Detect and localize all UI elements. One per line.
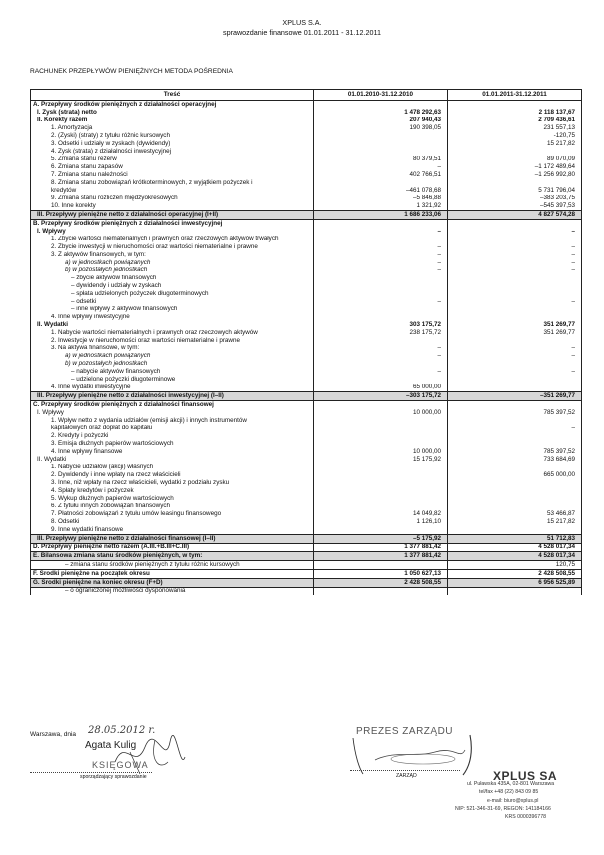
table-row	[31, 298, 582, 306]
table-row	[31, 163, 582, 171]
row-label: – zmiana stanu środków pieniężnych z tytułu różnic kursowych	[31, 561, 314, 570]
table-row	[31, 251, 582, 259]
row-label: – o ograniczonej możliwości dysponowania	[31, 587, 314, 595]
row-label: 3. Odsetki i udziały w zyskach (dywidendy)	[31, 140, 314, 148]
value-2011: 2 428 508,55	[448, 570, 582, 579]
table-row	[31, 534, 582, 543]
value-2010	[314, 101, 448, 109]
table-row	[31, 282, 582, 290]
stamp-brand: XPLUS SA	[493, 769, 558, 783]
row-label: 8. Odsetki	[31, 518, 314, 526]
value-2010: –5 175,92	[314, 534, 448, 543]
value-2010: 190 398,05	[314, 124, 448, 132]
value-2010: 207 940,43	[314, 117, 448, 125]
table-row	[31, 132, 582, 140]
table-row	[31, 275, 582, 283]
value-2011: 351 269,77	[448, 321, 582, 329]
table-row	[31, 259, 582, 267]
value-2011: 89 070,09	[448, 156, 582, 164]
value-2010	[314, 587, 448, 595]
table-row	[31, 179, 582, 187]
section-title: RACHUNEK PRZEPŁYWÓW PIENIĘŻNYCH METODA POŚREDNIA	[30, 68, 233, 75]
table-row	[31, 587, 582, 595]
value-2010: –	[314, 259, 448, 267]
value-2011: 51 712,83	[448, 534, 582, 543]
report-period: sprawozdanie finansowe 01.01.2011 - 31.12.2011	[223, 28, 381, 37]
row-label: – inne wpływy z aktywów finansowych	[31, 306, 314, 314]
value-2011	[448, 290, 582, 298]
row-label: a) w jednostkach powiązanych	[31, 259, 314, 267]
row-label: 2. Kredyty i pożyczki	[31, 432, 314, 440]
table-row	[31, 101, 582, 109]
table-row	[31, 495, 582, 503]
value-2010	[314, 503, 448, 511]
value-2011: 4 528 017,34	[448, 552, 582, 561]
table-row	[31, 211, 582, 220]
accountant-signature	[110, 732, 190, 777]
table-row	[31, 314, 582, 322]
value-2010	[314, 306, 448, 314]
value-2010	[314, 290, 448, 298]
row-label: D. Przepływy pieniężne netto razem (A.III.+B.III+C.III)	[31, 543, 314, 552]
table-row	[31, 526, 582, 534]
row-label: III. Przepływy pieniężne netto z działalności operacyjnej (I+II)	[31, 211, 314, 220]
value-2010: 80 379,51	[314, 156, 448, 164]
table-row	[31, 195, 582, 203]
row-label: – nabycie aktywów finansowych	[31, 368, 314, 376]
value-2010	[314, 464, 448, 472]
row-label: 3. Z aktywów finansowych, w tym:	[31, 251, 314, 259]
value-2010	[314, 561, 448, 570]
value-2010: 1 377 881,42	[314, 552, 448, 561]
row-label: 2. Zbycie inwestycji w nieruchomości oraz wartości niematerialne i prawne	[31, 243, 314, 251]
value-2010: 1 377 881,42	[314, 543, 448, 552]
row-label: I. Wpływy	[31, 228, 314, 236]
value-2010: 303 175,72	[314, 321, 448, 329]
value-2010	[314, 314, 448, 322]
value-2010	[314, 282, 448, 290]
value-2011	[448, 219, 582, 227]
value-2011: –	[448, 353, 582, 361]
table-row	[31, 337, 582, 345]
value-2011: 351 269,77	[448, 329, 582, 337]
value-2010	[314, 360, 448, 368]
table-row	[31, 202, 582, 210]
value-2010	[314, 236, 448, 244]
accountant-name: Agata Kulig	[85, 740, 137, 751]
row-label: 5. Zmiana stanu rezerw	[31, 156, 314, 164]
row-label: 2. (Zyski) (straty) z tytułu różnic kursowych	[31, 132, 314, 140]
value-2011: 733 684,69	[448, 456, 582, 464]
table-row	[31, 448, 582, 456]
table-row	[31, 401, 582, 409]
row-label: 4. Inne wpływy finansowe	[31, 448, 314, 456]
value-2010	[314, 417, 448, 425]
row-label: 8. Zmiana stanu zobowiązań krótkoterminowych, z wyjątkiem pożyczek i	[31, 179, 314, 187]
value-2010: –	[314, 345, 448, 353]
row-label: 10. Inne korekty	[31, 202, 314, 210]
table-row	[31, 360, 582, 368]
value-2011	[448, 495, 582, 503]
value-2010	[314, 132, 448, 140]
table-row	[31, 117, 582, 125]
value-2011	[448, 526, 582, 534]
row-label: 1. Amortyzacja	[31, 124, 314, 132]
value-2010	[314, 471, 448, 479]
value-2011	[448, 282, 582, 290]
value-2011: 15 217,82	[448, 140, 582, 148]
value-2011: –	[448, 368, 582, 376]
table-row	[31, 156, 582, 164]
row-label: 7. Zmiana stanu należności	[31, 171, 314, 179]
table-row	[31, 228, 582, 236]
value-2010: 402 766,51	[314, 171, 448, 179]
row-label: B. Przepływy środków pieniężnych z działalności inwestycyjnej	[31, 219, 314, 227]
accountant-line	[30, 772, 152, 773]
row-label: 4. Zysk (strata) z działalności inwestycyjnej	[31, 148, 314, 156]
value-2010	[314, 140, 448, 148]
table-row	[31, 171, 582, 179]
table-row	[31, 425, 582, 433]
row-label: I. Zysk (strata) netto	[31, 109, 314, 117]
row-label: kredytów	[31, 187, 314, 195]
row-label: 1. Nabycie wartości niematerialnych i prawnych oraz rzeczowych aktywów	[31, 329, 314, 337]
value-2011: 120,75	[448, 561, 582, 570]
table-row	[31, 518, 582, 526]
value-2011: –1 256 992,80	[448, 171, 582, 179]
value-2011: 2 709 436,61	[448, 117, 582, 125]
table-row	[31, 570, 582, 579]
value-2011: 4 827 574,28	[448, 211, 582, 220]
column-header-2010: 01.01.2010-31.12.2010	[314, 90, 448, 101]
row-label: III. Przepływy pieniężne netto z działalności inwestycyjnej (I–II)	[31, 392, 314, 401]
value-2011	[448, 384, 582, 392]
company-name: XPLUS S.A.	[282, 18, 322, 27]
value-2010: 15 175,92	[314, 456, 448, 464]
value-2011: -120,75	[448, 132, 582, 140]
value-2011: –383 203,75	[448, 195, 582, 203]
column-header-2011: 01.01.2011-31.12.2011	[448, 90, 582, 101]
value-2010: –	[314, 228, 448, 236]
value-2011: –1 172 489,64	[448, 163, 582, 171]
table-row	[31, 487, 582, 495]
row-label: 3. Na aktywa finansowe, w tym:	[31, 345, 314, 353]
table-row	[31, 510, 582, 518]
handwritten-date: 28.05.2012 r.	[88, 725, 156, 736]
value-2010: –461 078,68	[314, 187, 448, 195]
value-2010	[314, 179, 448, 187]
value-2010	[314, 432, 448, 440]
row-label: III. Przepływy pieniężne netto z działalności finansowej (I–II)	[31, 534, 314, 543]
value-2011	[448, 101, 582, 109]
row-label: 7. Płatności zobowiązań z tytułu umów leasingu finansowego	[31, 510, 314, 518]
board-role: ZARZĄD	[396, 773, 417, 779]
table-row	[31, 376, 582, 384]
value-2011: –	[448, 267, 582, 275]
table-row	[31, 148, 582, 156]
row-label: 9. Zmiana stanu rozliczeń międzyokresowych	[31, 195, 314, 203]
value-2010: 1 478 292,63	[314, 109, 448, 117]
table-row	[31, 503, 582, 511]
value-2011	[448, 306, 582, 314]
value-2011: 785 397,52	[448, 448, 582, 456]
value-2011: –351 269,77	[448, 392, 582, 401]
value-2011	[448, 337, 582, 345]
table-row	[31, 417, 582, 425]
value-2011: –	[448, 243, 582, 251]
table-row	[31, 368, 582, 376]
value-2010: –5 846,88	[314, 195, 448, 203]
stamp-address: ul. Puławska 435A, 02-801 Warszawa	[467, 781, 555, 788]
value-2010: 2 428 508,55	[314, 578, 448, 587]
value-2010: –303 175,72	[314, 392, 448, 401]
value-2010	[314, 219, 448, 227]
board-line	[350, 770, 460, 771]
accountant-role: sporządzający sprawozdanie	[80, 774, 147, 780]
value-2010	[314, 479, 448, 487]
row-label: A. Przepływy środków pieniężnych z działalności operacyjnej	[31, 101, 314, 109]
table-row	[31, 140, 582, 148]
row-label: – zbycie aktywów finansowych	[31, 275, 314, 283]
value-2011: –545 397,53	[448, 202, 582, 210]
accountant-stamp: KSIĘGOWA	[92, 760, 149, 770]
value-2011	[448, 487, 582, 495]
value-2011	[448, 179, 582, 187]
value-2010: 14 049,82	[314, 510, 448, 518]
row-label: II. Wydatki	[31, 321, 314, 329]
stamp-krs: KRS 0000396778	[505, 814, 546, 821]
value-2010: –	[314, 298, 448, 306]
value-2011: 6 956 525,89	[448, 578, 582, 587]
row-label: 6. Zmiana stanu zapasów	[31, 163, 314, 171]
table-header-row	[31, 90, 582, 101]
value-2010: 1 126,10	[314, 518, 448, 526]
row-label: – dywidendy i udziały w zyskach	[31, 282, 314, 290]
value-2011: 4 528 017,34	[448, 543, 582, 552]
value-2010: –	[314, 251, 448, 259]
value-2011: 5 731 796,04	[448, 187, 582, 195]
row-label: 5. Wykup dłużnych papierów wartościowych	[31, 495, 314, 503]
value-2011	[448, 376, 582, 384]
row-label: G. Środki pieniężne na koniec okresu (F+D)	[31, 578, 314, 587]
value-2011	[448, 314, 582, 322]
table-row	[31, 471, 582, 479]
row-label: 4. Inne wydatki inwestycyjne	[31, 384, 314, 392]
table-row	[31, 219, 582, 227]
value-2011: 231 557,13	[448, 124, 582, 132]
value-2011	[448, 432, 582, 440]
table-row	[31, 561, 582, 570]
row-label: – spłata udzielonych pożyczek długoterminowych	[31, 290, 314, 298]
value-2011: 2 118 137,67	[448, 109, 582, 117]
row-label: 2. Dywidendy i inne wpłaty na rzecz właścicieli	[31, 471, 314, 479]
value-2010: –	[314, 353, 448, 361]
row-label: E. Bilansowa zmiana stanu środków pieniężnych, w tym:	[31, 552, 314, 561]
value-2010	[314, 487, 448, 495]
table-row	[31, 345, 582, 353]
value-2010: 10 000,00	[314, 448, 448, 456]
table-row	[31, 456, 582, 464]
row-label: 6. Z tytułu innych zobowiązań finansowych	[31, 503, 314, 511]
value-2010	[314, 440, 448, 448]
row-label: C. Przepływy środków pieniężnych z działalności finansowej	[31, 401, 314, 409]
value-2011: –	[448, 259, 582, 267]
board-stamp: PREZES ZARZĄDU	[356, 726, 454, 737]
value-2010: 1 321,92	[314, 202, 448, 210]
value-2011: –	[448, 251, 582, 259]
row-label: – udzielone pożyczki długoterminowe	[31, 376, 314, 384]
value-2011	[448, 587, 582, 595]
value-2010: 1 686 233,06	[314, 211, 448, 220]
value-2010: –	[314, 267, 448, 275]
table-row	[31, 353, 582, 361]
row-label: 1. Zbycie wartości niematerialnych i prawnych oraz rzeczowych aktywów trwałych	[31, 236, 314, 244]
table-row	[31, 243, 582, 251]
row-label: F. Środki pieniężne na początek okresu	[31, 570, 314, 579]
value-2010	[314, 401, 448, 409]
value-2010	[314, 526, 448, 534]
row-label: 1. Nabycie udziałów (akcji) własnych	[31, 464, 314, 472]
column-header-description: Treść	[31, 90, 314, 101]
value-2011	[448, 464, 582, 472]
value-2011	[448, 417, 582, 425]
row-label: 1. Wpływ netto z wydania udziałów (emisji akcji) i innych instrumentów	[31, 417, 314, 425]
table-row	[31, 552, 582, 561]
company-stamp	[445, 769, 595, 821]
value-2011	[448, 503, 582, 511]
row-label: 2. Inwestycje w nieruchomości oraz wartości niematerialne i prawne	[31, 337, 314, 345]
table-row	[31, 384, 582, 392]
table-row	[31, 124, 582, 132]
row-label: 4. Spłaty kredytów i pożyczek	[31, 487, 314, 495]
value-2010: 1 050 627,13	[314, 570, 448, 579]
value-2010: –	[314, 368, 448, 376]
row-label: b) w pozostałych jednostkach	[31, 267, 314, 275]
value-2011: –	[448, 345, 582, 353]
value-2011	[448, 479, 582, 487]
table-row	[31, 329, 582, 337]
table-row	[31, 306, 582, 314]
table-row	[31, 578, 582, 587]
table-row	[31, 290, 582, 298]
value-2011	[448, 440, 582, 448]
row-label: 4. Inne wpływy inwestycyjne	[31, 314, 314, 322]
value-2011: –	[448, 298, 582, 306]
row-label: I. Wpływy	[31, 409, 314, 417]
row-label: kapitałowych oraz dopłat do kapitału	[31, 425, 314, 433]
value-2011	[448, 275, 582, 283]
stamp-phone: tel/fax +48 (22) 843 09 85	[479, 789, 539, 796]
table-row	[31, 479, 582, 487]
table-row	[31, 409, 582, 417]
row-label: b) w pozostałych jednostkach	[31, 360, 314, 368]
row-label: a) w jednostkach powiązanych	[31, 353, 314, 361]
table-row	[31, 109, 582, 117]
row-label: II. Korekty razem	[31, 117, 314, 125]
value-2011	[448, 401, 582, 409]
table-row	[31, 543, 582, 552]
value-2011: –	[448, 425, 582, 433]
value-2010	[314, 148, 448, 156]
cash-flow-table	[30, 89, 582, 595]
table-row	[31, 321, 582, 329]
value-2011: 665 000,00	[448, 471, 582, 479]
table-row	[31, 392, 582, 401]
value-2010	[314, 337, 448, 345]
table-row	[31, 432, 582, 440]
table-row	[31, 187, 582, 195]
table-row	[31, 236, 582, 244]
row-label: II. Wydatki	[31, 456, 314, 464]
row-label: – odsetki	[31, 298, 314, 306]
table-row	[31, 440, 582, 448]
value-2010: 65 000,00	[314, 384, 448, 392]
date-label: Warszawa, dnia	[30, 731, 76, 738]
value-2011	[448, 360, 582, 368]
stamp-nip: NIP: 521-346-31-69, REGON: 141184166	[455, 805, 551, 812]
row-label: 9. Inne wydatki finansowe	[31, 526, 314, 534]
value-2010: –	[314, 243, 448, 251]
value-2011	[448, 236, 582, 244]
value-2010: –	[314, 163, 448, 171]
table-row	[31, 464, 582, 472]
value-2011: 785 397,52	[448, 409, 582, 417]
value-2010	[314, 275, 448, 283]
value-2011: 53 466,87	[448, 510, 582, 518]
row-label: 3. Inne, niż wpłaty na rzecz właścicieli, wydatki z podziału zysku	[31, 479, 314, 487]
value-2011: –	[448, 228, 582, 236]
value-2010	[314, 376, 448, 384]
stamp-email: e-mail: biuro@xplus.pl	[487, 797, 539, 804]
value-2011: 15 217,82	[448, 518, 582, 526]
table-row	[31, 267, 582, 275]
value-2010: 10 000,00	[314, 409, 448, 417]
value-2010: 238 175,72	[314, 329, 448, 337]
value-2011	[448, 148, 582, 156]
value-2010	[314, 495, 448, 503]
value-2010	[314, 425, 448, 433]
row-label: 3. Emisja dłużnych papierów wartościowych	[31, 440, 314, 448]
